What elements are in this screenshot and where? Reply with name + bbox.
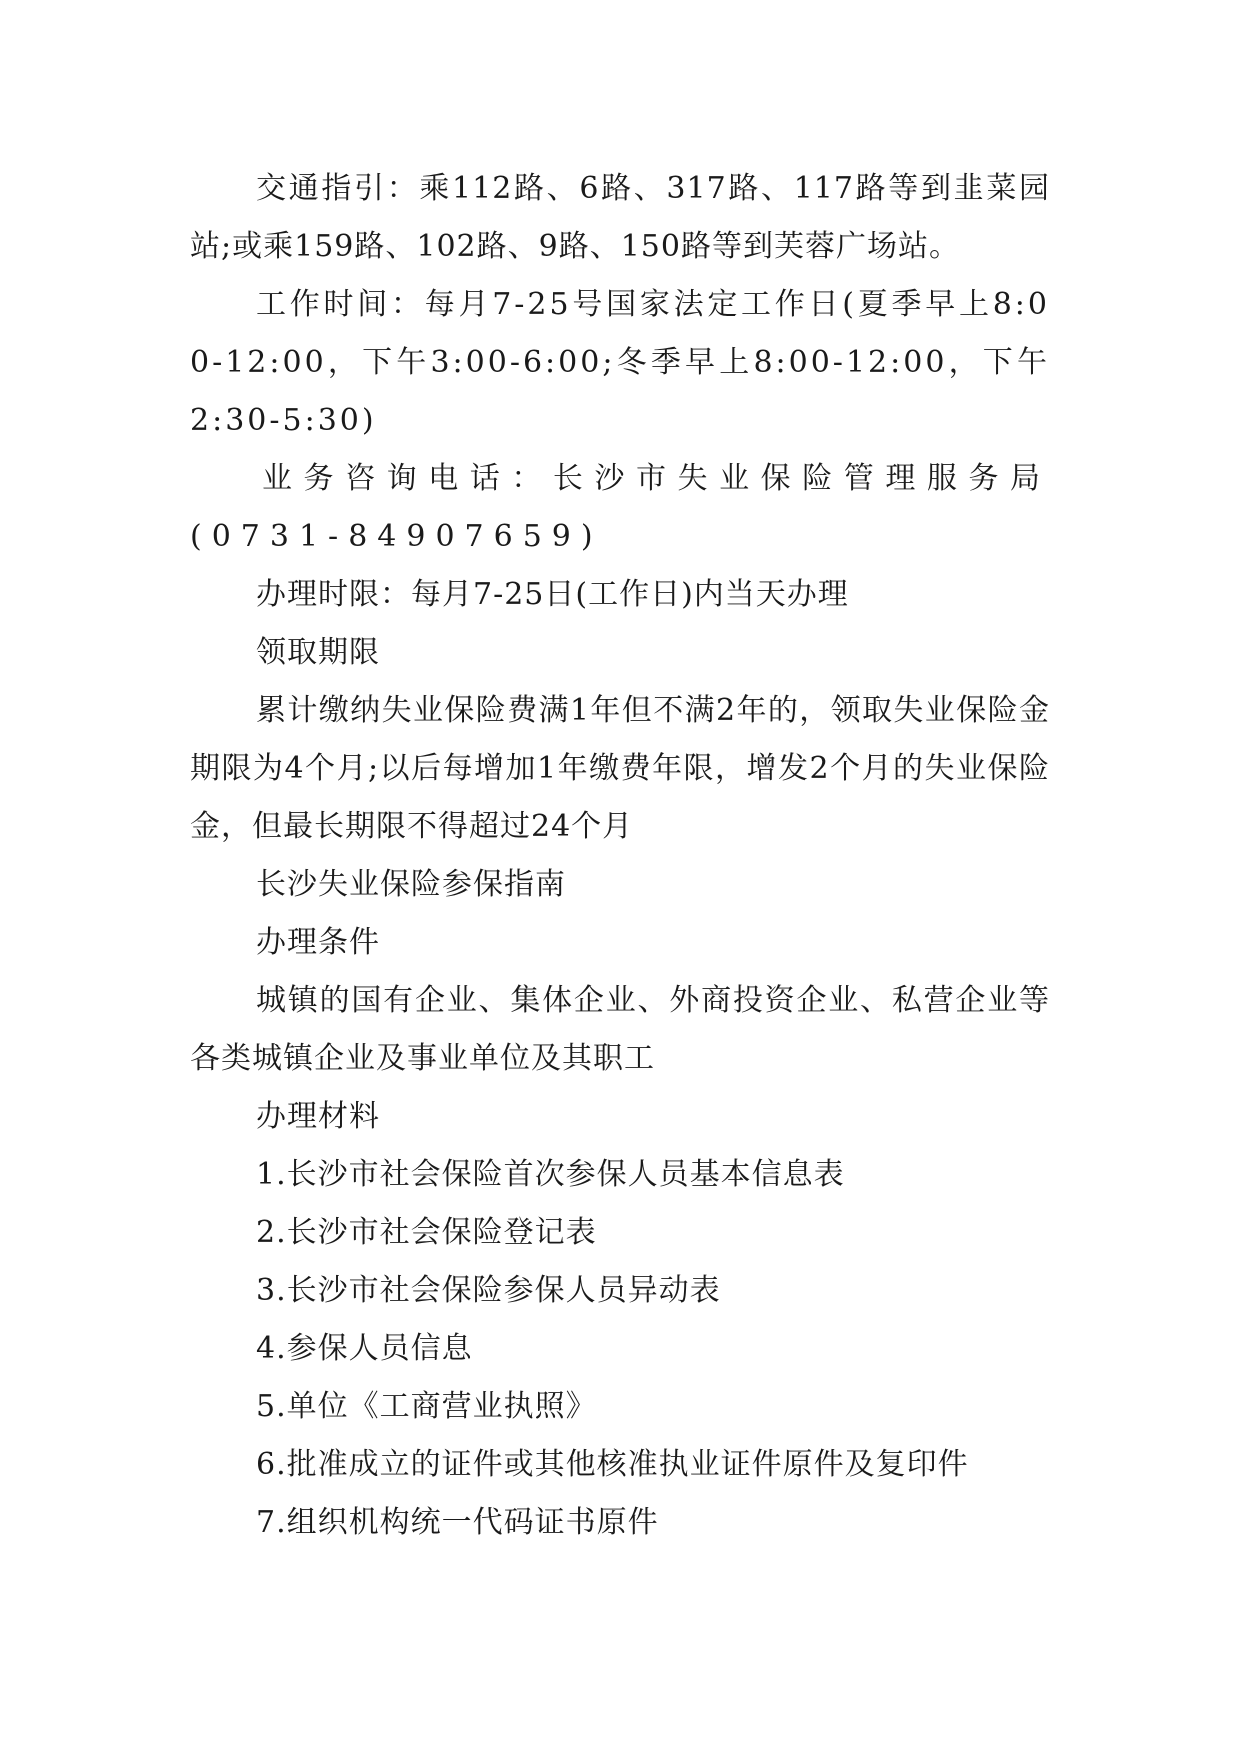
list-item-material-6: 6.批准成立的证件或其他核准执业证件原件及复印件 bbox=[256, 1447, 969, 1482]
heading-claim-period: 领取期限 bbox=[256, 635, 380, 670]
paragraph-conditions: 城镇的国有企业、集体企业、外商投资企业、私营企业等各类城镇企业及事业单位及其职工 bbox=[190, 983, 1050, 1076]
heading-enrollment-guide: 长沙失业保险参保指南 bbox=[256, 867, 566, 902]
list-item-material-5: 5.单位《工商营业执照》 bbox=[256, 1389, 597, 1424]
list-item-material-2: 2.长沙市社会保险登记表 bbox=[256, 1215, 597, 1250]
document-body bbox=[190, 160, 1050, 1552]
heading-materials: 办理材料 bbox=[256, 1099, 380, 1134]
paragraph-claim-period: 累计缴纳失业保险费满1年但不满2年的，领取失业保险金期限为4个月;以后每增加1年缴费年限，增发2个月的失业保险金，但最长期限不得超过24个月 bbox=[190, 693, 1050, 844]
heading-conditions: 办理条件 bbox=[256, 925, 380, 960]
list-item-material-3: 3.长沙市社会保险参保人员异动表 bbox=[256, 1273, 721, 1308]
list-item-material-7: 7.组织机构统一代码证书原件 bbox=[256, 1505, 659, 1540]
paragraph-consultation-phone: 业务咨询电话：长沙市失业保险管理服务局(0731-84907659) bbox=[190, 461, 1050, 554]
paragraph-processing-time: 办理时限：每月7-25日(工作日)内当天办理 bbox=[256, 577, 849, 612]
list-item-material-4: 4.参保人员信息 bbox=[256, 1331, 473, 1366]
paragraph-traffic-guide: 交通指引：乘112路、6路、317路、117路等到韭菜园站;或乘159路、102路、9路、150路等到芙蓉广场站。 bbox=[190, 171, 1050, 264]
list-item-material-1: 1.长沙市社会保险首次参保人员基本信息表 bbox=[256, 1157, 845, 1192]
paragraph-working-hours: 工作时间：每月7-25号国家法定工作日(夏季早上8:00-12:00，下午3:00-6:00;冬季早上8:00-12:00，下午2:30-5:30) bbox=[190, 287, 1050, 438]
